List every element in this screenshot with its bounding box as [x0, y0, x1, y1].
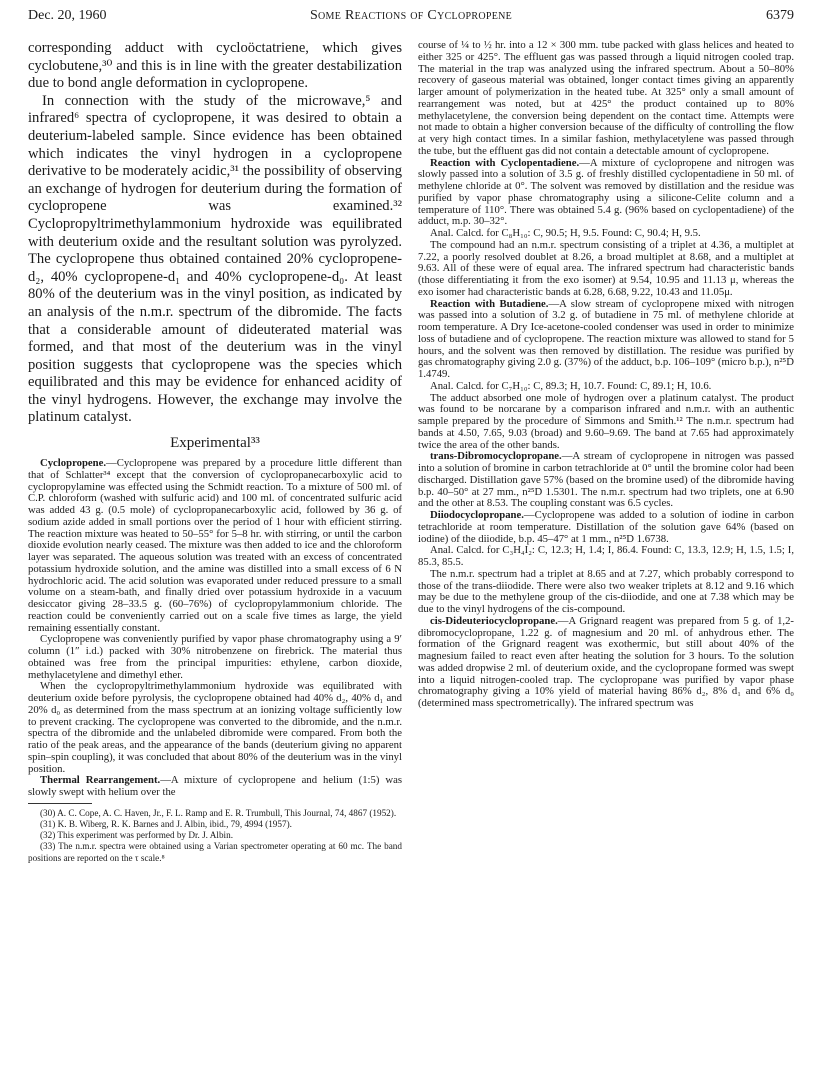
run-in-heading: Cyclopropene. [40, 457, 107, 470]
header-date: Dec. 20, 1960 [28, 8, 107, 23]
run-in-heading: Diiodocyclopropane. [430, 509, 524, 521]
dibromo-paragraph: trans-Dibromocyclopropane.—A stream of cyclopropene in nitrogen was passed into a solution of bromine in carbon tetrachloride at 0° until the bromine color had been discharged. Distillation gave 57% (based on the bromine used) of the dibromide having b.p. 40–50° at 27 mm., n²⁵D 1.5301. The n.m.r. spectrum had two triplets, one at 6.90 and the other at 8.53. The coupling constant was 6.5 cycles. [418, 450, 794, 510]
footnote-31: (31) K. B. Wiberg, R. K. Barnes and J. Albin, ibid., 79, 4994 (1957). [40, 819, 292, 830]
hydrogenation-paragraph: The adduct absorbed one mole of hydrogen over a platinum catalyst. The product was found to be norcarane by a comparison infrared and n.m.r. with an authentic sample prepared by the procedure of Simmons and Smith.¹² The n.m.r. spectrum had bands at 4.50, 7.65, 9.03 (broad) and 9.60–9.69. The band at 7.65 had approximately twice the area of the other bands. [418, 391, 794, 451]
intro-paragraph-2: In connection with the study of the microwave,⁵ and infrared⁶ spectra of cyclopropene, it was desired to obtain a deuterium-labeled sample. Since evidence has been obtained which indicates the vinyl hydrogen in a cyclopropene derivative to be moderately acidic,³¹ the possibility of observing an exchange of hydrogen for deuterium during the formation of cyclopropene was examined.³² Cyclopropyltrimethylammonium hydroxide was equilibrated with deuterium oxide and the resultant solution was pyrolyzed. The cyclopropene thus obtained contained 20% cyclopropene-d₂, 40% cyclopropene-d₁ and 40% cyclopropene-d₀. At least 80% of the deuterium was in the vinyl position, as indicated by an analysis of the n.m.r. spectrum of the dibromide. The facts that a considerable amount of dideuterated material was formed, and that most of the deuterium was in the vinyl position suggests that cyclopropene was the species which equilibrated and this may be evidence for enhanced acidity of the vinyl hydrogens. However, the exchange may involve the platinum catalyst. [28, 92, 402, 426]
run-in-heading: Thermal Rearrangement. [40, 774, 161, 787]
run-in-heading: cis-Dideuteriocyclopropane. [430, 614, 558, 627]
butadiene-paragraph: Reaction with Butadiene.—A slow stream of cyclopropene mixed with nitrogen was passed into a solution of 3.2 g. of butadiene in 75 ml. of methylene chloride at room temperature. A Dry Ice-acetone-cooled condenser was used in order to minimize loss of butadiene and of cyclopropene. The reaction mixture was allowed to stand for 5 hours, and the solvent was then removed by distillation. The residue was purified by gas chromatography giving 2.0 g. (37%) of the adduct, b.p. 106–109° (micro b.p.), n²⁵D 1.4749. [418, 297, 795, 380]
footnotes [28, 808, 402, 864]
cyclopentadiene-paragraph: Reaction with Cyclopentadiene.—A mixture of cyclopropene and nitrogen was slowly passed into a solution of 3.5 g. of freshly distilled cyclopentadiene in 50 ml. of methylene chloride at 0°. The solvent was removed by distillation and the residue was purified by vapor phase chromatography using a silicone-Celite column and a temperature of 110°. There was obtained 5.4 g. (96% based on cyclopentadiene) of the adduct, m.p. 30–32°. [418, 156, 794, 228]
run-in-heading: Reaction with Cyclopentadiene. [430, 156, 580, 169]
nmr-paragraph: The n.m.r. spectrum had a triplet at 8.65 and at 7.27, which probably correspond to those of the trans-diiodide. There were also two weaker triplets at 8.12 and 9.16 which may be due to the methylene group of the cis-diiodide, and one at 7.38 which may be due to the vinyl hydrogens of the cis-compound. [418, 567, 794, 615]
nmr-paragraph: The compound had an n.m.r. spectrum consisting of a triplet at 4.36, a multiplet at 7.22, a poorly resolved doublet at 8.26, a broad multiplet at 8.68, and a multiplet at 9.63. All of these were of equal area. The infrared spectrum had characteristic bands (those differentiating it from the exo isomer) at 9.54, 10.95 and 11.13 μ, whereas the exo isomer had characteristic bands at 6.28, 6.68, 9.22, 10.43 and 11.05μ. [418, 238, 794, 298]
section-heading-experimental: Experimental³³ [170, 435, 260, 452]
footnote-divider [28, 803, 92, 804]
footnote-30: (30) A. C. Cope, A. C. Haven, Jr., F. L. Ramp and E. R. Trumbull, This Journal, 74, 4867 (1952). [40, 807, 397, 818]
footnote-32: (32) This experiment was performed by Dr. J. Albin. [40, 830, 233, 841]
analysis-paragraph: Anal. Calcd. for C₃H₄I₂: C, 12.3; H, 1.4; I, 86.4. Found: C, 13.3, 12.9; H, 1.5, 1.5; I, 85.3, 85.5. [418, 544, 794, 568]
run-in-heading: Reaction with Butadiene. [430, 297, 549, 310]
run-in-heading: trans-Dibromocyclopropane. [430, 450, 562, 463]
analysis-paragraph: Anal. Calcd. for C₇H₁₀: C, 89.3; H, 10.7. Found: C, 89.1; H, 10.6. [430, 379, 712, 392]
analysis-paragraph: Anal. Calcd. for C₈H₁₀: C, 90.5; H, 9.5. Found: C, 90.4; H, 9.5. [430, 227, 701, 239]
cyclopropene-prep-paragraph: Cyclopropene.—Cyclopropene was prepared by a procedure little different than that of Schlatter³⁴ except that the conversion of cyclopropanecarboxylic acid to cyclopropylamine was effected using the Schmidt reaction. To a mixture of 500 ml. of C.P. chloroform (washed with sulfuric acid) and 100 ml. of concentrated sulfuric acid was added 43 g. (0.5 mole) of cyclopropanecarboxylic acid, followed by 36 g. of sodium azide added in small portions over the period of 1 hour with efficient stirring. The reaction mixture was heated to 50–55° for 5–8 hr. with stirring, or until the carbon dioxide evolution nearly ceased. The mixture was then added to ice and the chloroform layer was separated. The aqueous solution was treated with an excess of concentrated potassium hydroxide solution, and the amine was distilled into a small excess of 6 N hydrochloric acid. The acid solution was evaporated under reduced pressure to a small volume on a steam-bath, and finally dried over potassium hydroxide in a vacuum desiccator giving 28–33.5 g. (60–76%) of cyclopropylammonium chloride. The reaction could be conveniently carried out on a scale five times as large, the yield remaining essentially constant. [28, 457, 402, 634]
right-column [418, 40, 794, 710]
header-title: Some Reactions of Cyclopropene [309, 8, 513, 23]
cis-dideuterio-paragraph: cis-Dideuteriocyclopropane.—A Grignard reagent was prepared from 5 g. of 1,2-dibromocyclopropane, 1.22 g. of magnesium and 20 ml. of anhydrous ether. The formation of the Grignard reagent was exothermic, but still about 40% of the magnesium failed to react even after heating the solution for 3 hours. To the solution was added dropwise 2 ml. of deuterium oxide, and the cyclopropane formed was swept into a liquid nitrogen-cooled trap. The cyclopropane was purified by vapor phase chromatography giving a 10% yield of material having 86% d₂, 8% d₁ and 6% d₀ (determined mass spectrometrically). The infrared spectrum was [418, 614, 794, 709]
page-number: 6379 [766, 8, 794, 23]
thermal-continued-paragraph: course of ¼ to ½ hr. into a 12 × 300 mm. tube packed with glass helices and heated to either 325 or 425°. The effluent gas was passed through a liquid nitrogen cooled trap. The material in the trap was analyzed using the infrared spectrum. About a 50–80% recovery of gaseous material was obtained, longer contact times giving an apparently larger amount of polymerization in the heated tube. At 325° only a small amount of rearrangement was noted, but at 425° the product contained up to 80% methylacetylene, the conversion being dependent on the contact time. Attempts were not made to obtain a higher conversion because of the difficulty of controlling the flow at very high contact times. In a similar fashion, methylacetylene was passed through the tube, but the effluent gas did not contain a detectable amount of cyclopropene. [418, 39, 794, 157]
deuterium-paragraph: When the cyclopropyltrimethylammonium hydroxide was equilibrated with deuterium oxide before pyrolysis, the cyclopropene obtained had 40% d₂, 40% d₁ and 20% d₀ as determined from the mass spectrum at an ionizing voltage sufficiently low to prevent cracking. The cyclopropene was converted to the dibromide, and the n.m.r. spectra of the dibromide and the unlabeled dibromide were compared. From both the ratio of the peak areas, and the appearance of the bands (deuterium giving no apparent spin–spin coupling), it was concluded that about 80% of the deuterium was in the vinyl position. [28, 680, 402, 775]
vpc-paragraph: Cyclopropene was conveniently purified by vapor phase chromatography using a 9′ column (1″ i.d.) packed with 30% nitrobenzene on firebrick. The material thus obtained was free from the principal impurities: ethylene, carbon dioxide, methylacetylene and dimethyl ether. [28, 633, 402, 681]
thermal-rearrangement-paragraph: Thermal Rearrangement.—A mixture of cyclopropene and helium (1:5) was slowly swept with helium over the [28, 774, 402, 799]
intro-paragraph-1: corresponding adduct with cycloöctatriene, which gives cyclobutene,³⁰ and this is in line with the greater destabilization due to bond angle deformation in cyclopropene. [28, 40, 402, 92]
footnote-33: (33) The n.m.r. spectra were obtained using a Varian spectrometer operating at 60 mc. The band positions are reported on the τ scale.⁸ [28, 841, 402, 863]
diiodo-paragraph: Diiodocyclopropane.—Cyclopropene was added to a solution of iodine in carbon tetrachloride at room temperature. Distillation of the solution gave 64% (based on iodine) of the diiodide, b.p. 45–47° at 1 mm., n²⁵D 1.6738. [418, 509, 794, 545]
page-header [28, 8, 794, 30]
left-column [28, 40, 402, 864]
